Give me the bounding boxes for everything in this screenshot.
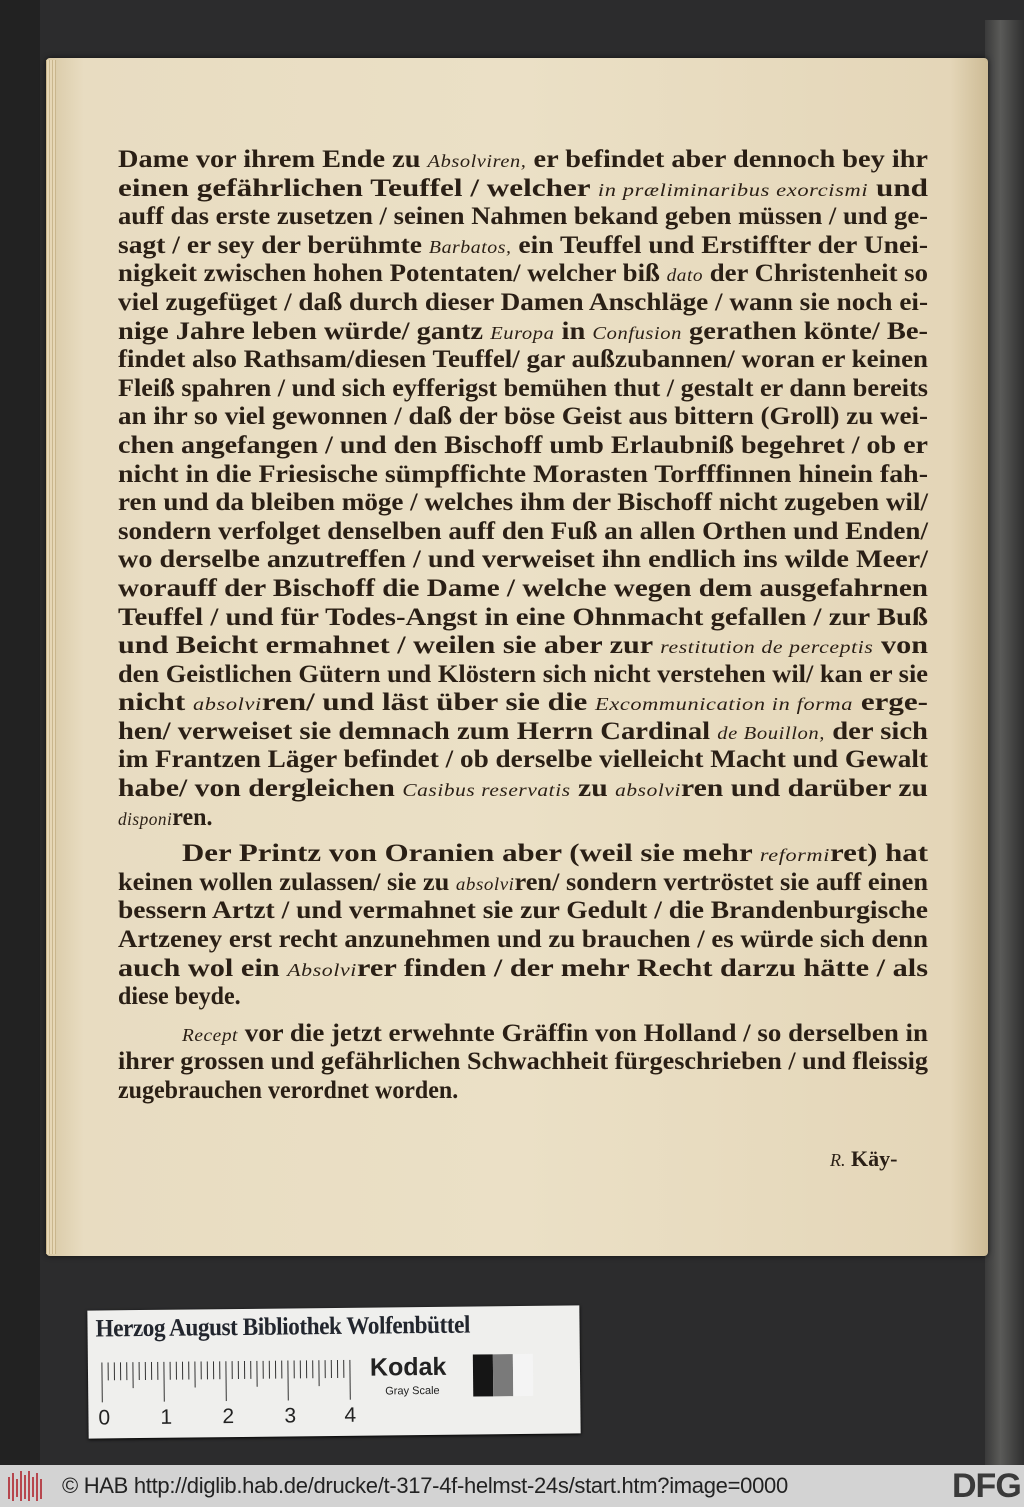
paragraph xyxy=(118,1020,928,1106)
text-line xyxy=(118,926,928,955)
text-line xyxy=(118,983,928,1012)
text-segment: den Geistlichen Gütern und Klöstern sich nicht verstehen wil/ kan er sie xyxy=(118,660,928,688)
text-line-content xyxy=(118,146,928,176)
text-line xyxy=(118,546,928,575)
text-line xyxy=(118,175,928,204)
text-segment: der sich xyxy=(825,717,929,745)
text-line xyxy=(118,804,928,833)
latin-term: Europa xyxy=(490,322,555,343)
text-line xyxy=(118,604,928,633)
latin-term: dato xyxy=(666,265,704,286)
text-segment: sondern verfolget denselben auff den Fuß an allen Orthen und Enden/ xyxy=(118,517,928,545)
source-url-link[interactable]: © HAB http://diglib.hab.de/drucke/t-317-4f-helmst-24s/start.htm?image=0000 xyxy=(62,1473,788,1498)
text-line xyxy=(118,775,928,804)
scan-margin xyxy=(0,0,40,1465)
text-line-content xyxy=(118,869,928,899)
text-segment: auch wol ein xyxy=(118,954,288,982)
ruler-number: 4 xyxy=(344,1403,357,1427)
text-segment: chen angefangen / und den Bischoff umb Erlaubniß begehret / ob er xyxy=(118,431,928,459)
text-segment: in xyxy=(554,317,593,345)
text-line-content xyxy=(118,375,928,404)
library-color-card xyxy=(87,1305,580,1438)
text-segment: ren und da bleiben möge / welches ihm der Bischoff nicht zugeben wil/ xyxy=(118,489,928,517)
text-segment: gerathen könte/ Be- xyxy=(681,317,928,345)
text-line-content xyxy=(118,775,928,805)
text-line xyxy=(118,489,928,518)
text-segment: nicht xyxy=(118,689,193,717)
text-segment: diese beyde. xyxy=(118,983,241,1011)
text-line xyxy=(118,1077,928,1106)
text-line xyxy=(118,689,928,718)
text-line xyxy=(118,318,928,347)
text-segment: hen/ verweiset sie demnach zum Herrn Cardinal xyxy=(118,717,718,745)
text-line-content xyxy=(118,461,928,490)
catchword xyxy=(830,1146,897,1173)
text-segment: der Christenheit so xyxy=(703,260,929,288)
text-line-content xyxy=(118,689,928,719)
text-segment: ein Teuffel und Erstiffter der Unei- xyxy=(511,231,928,259)
text-line-content xyxy=(118,489,928,518)
text-segment: Dame vor ihrem Ende zu xyxy=(118,146,428,173)
text-segment: nigkeit zwischen hohen Potentaten/ welcher biß xyxy=(118,260,667,288)
text-segment: zugebrauchen verordnet worden. xyxy=(118,1077,459,1104)
text-line xyxy=(118,1048,928,1077)
library-name: Herzog August Bibliothek Wolfenbüttel xyxy=(95,1311,471,1343)
latin-term: Confusion xyxy=(592,322,682,343)
text-line-content xyxy=(118,289,928,318)
text-line-content xyxy=(118,1048,928,1077)
next-page-edge xyxy=(985,20,1024,1465)
catchword-signature: R. xyxy=(830,1150,846,1170)
paragraph xyxy=(118,146,928,832)
text-segment: und xyxy=(868,174,928,202)
text-segment: nige Jahre leben würde/ gantz xyxy=(118,317,491,345)
ruler-number: 0 xyxy=(98,1406,111,1430)
text-line-content xyxy=(118,546,928,575)
text-segment: ren. xyxy=(172,803,213,831)
text-line xyxy=(118,232,928,261)
text-line-content xyxy=(118,983,241,1012)
kodak-logo: Kodak xyxy=(369,1352,447,1382)
latin-term: restitution de perceptis xyxy=(660,637,874,658)
text-line xyxy=(118,432,928,461)
text-segment: zu xyxy=(570,775,616,803)
latin-term: Recept xyxy=(182,1024,238,1045)
text-segment: findet also Rathsam/diesen Teuffel/ gar außzubannen/ woran er keinen xyxy=(118,346,928,374)
latin-term: Casibus reservatis xyxy=(402,780,571,801)
text-line xyxy=(118,840,928,869)
text-line-content xyxy=(118,318,928,348)
text-segment: an ihr so viel gewonnen / daß der böse Geist aus bittern (Groll) zu wei- xyxy=(118,403,928,431)
text-segment: ren/ und läst über sie die xyxy=(261,689,596,717)
text-line xyxy=(118,146,928,175)
text-segment: einen gefährlichen Teuffel / welcher xyxy=(118,174,598,202)
text-segment: bessern Artzt / und vermahnet sie zur Gedult / die Brandenburgische xyxy=(118,897,929,925)
text-line xyxy=(118,518,928,547)
page-text xyxy=(118,146,928,1114)
text-segment: sagt / er sey der berühmte xyxy=(118,231,429,259)
text-segment: Artzeney erst recht anzunehmen und zu brauchen / es würde sich denn xyxy=(118,926,928,954)
text-line xyxy=(118,203,928,232)
text-line xyxy=(118,375,928,404)
ruler-number: 1 xyxy=(160,1405,173,1429)
text-segment: keinen wollen zulassen/ sie zu xyxy=(118,868,456,896)
latin-term: Absolvi xyxy=(287,959,357,980)
gray-scale-patches xyxy=(473,1354,533,1397)
text-line-content xyxy=(118,203,928,232)
latin-term: de Bouillon, xyxy=(717,722,826,743)
hab-logo-icon xyxy=(6,1469,46,1503)
latin-term: reformi xyxy=(759,845,830,866)
ruler-number: 2 xyxy=(222,1405,235,1429)
catchword-text: Käy- xyxy=(851,1146,898,1171)
text-line xyxy=(118,289,928,318)
latin-term: absolvi xyxy=(455,873,515,894)
footer-bar xyxy=(0,1465,1024,1507)
text-segment: er befindet aber dennoch bey ihr xyxy=(526,146,928,173)
text-line-content xyxy=(118,718,928,748)
ruler-number: 3 xyxy=(284,1404,297,1428)
ruler-scale xyxy=(100,1360,352,1403)
text-line-content xyxy=(118,632,928,662)
text-segment: Teuffel / und für Todes-Angst in eine Ohnmacht gefallen / zur Buß xyxy=(118,603,928,631)
gray-patch-mid xyxy=(493,1354,513,1396)
text-line xyxy=(118,718,928,747)
text-line-content xyxy=(118,403,928,432)
text-line xyxy=(118,955,928,984)
text-line xyxy=(118,575,928,604)
paragraph xyxy=(118,840,928,1012)
latin-term: Absolviren, xyxy=(427,151,527,171)
text-line-content xyxy=(118,604,928,633)
text-line-content xyxy=(118,1077,458,1106)
text-line-content xyxy=(118,232,928,262)
text-line-content xyxy=(118,575,928,604)
gray-patch-black xyxy=(473,1354,493,1396)
text-line-content xyxy=(118,346,928,375)
text-segment: Der Printz von Oranien aber (weil sie mehr xyxy=(182,840,760,868)
text-line xyxy=(118,869,928,898)
text-line-content xyxy=(118,955,928,985)
text-line-content xyxy=(118,926,928,955)
text-segment: erge- xyxy=(853,689,928,717)
text-segment: von xyxy=(873,632,928,660)
text-line-content xyxy=(118,260,928,290)
text-segment: wo derselbe anzutreffen / und verweiset ihn endlich ins wilde Meer/ xyxy=(118,546,929,574)
text-segment: und Beicht ermahnet / weilen sie aber zur xyxy=(118,632,661,660)
text-segment: auff das erste zusetzen / seinen Nahmen bekand geben müssen / und ge- xyxy=(118,203,929,231)
text-segment: worauff der Bischoff die Dame / welche wegen dem ausgefahrnen xyxy=(118,574,928,602)
latin-term: absolvi xyxy=(615,780,681,801)
text-line xyxy=(118,897,928,926)
text-segment: habe/ von dergleichen xyxy=(118,775,403,803)
latin-term: Excommunication in forma xyxy=(595,694,854,715)
text-line-content xyxy=(182,840,928,870)
text-segment: viel zugefüget / daß durch dieser Damen Anschläge / wann sie noch ei- xyxy=(118,288,928,316)
text-line xyxy=(118,403,928,432)
page-stack-edge xyxy=(46,60,56,1254)
text-line xyxy=(118,346,928,375)
latin-term: in præliminaribus exorcismi xyxy=(597,179,869,200)
text-line xyxy=(118,632,928,661)
text-line-content xyxy=(118,661,928,690)
latin-term: Barbatos, xyxy=(428,236,512,257)
text-line xyxy=(118,1020,928,1049)
text-line-content xyxy=(118,897,928,926)
text-line-content xyxy=(118,175,928,205)
text-line xyxy=(118,746,928,775)
text-segment: Fleiß spahren / und sich eyfferigst bemühen thut / gestalt er dann bereits xyxy=(118,374,928,402)
text-line xyxy=(118,260,928,289)
gray-patch-white xyxy=(513,1354,533,1396)
latin-term: disponi xyxy=(118,808,173,829)
text-line-content xyxy=(118,518,928,547)
text-line xyxy=(118,461,928,490)
text-segment: im Frantzen Läger befindet / ob derselbe vielleicht Macht und Gewalt xyxy=(118,746,928,774)
text-line-content xyxy=(118,746,928,775)
text-line-content xyxy=(118,804,212,834)
text-line-content xyxy=(182,1020,928,1050)
text-segment: ren/ sondern vertröstet sie auff einen xyxy=(514,868,929,896)
text-line xyxy=(118,661,928,690)
dfg-logo: DFG xyxy=(952,1467,1021,1505)
text-segment: ret) hat xyxy=(829,840,928,868)
text-segment: ihrer grossen und gefährlichen Schwachheit fürgeschrieben / und fleissig xyxy=(118,1048,928,1076)
text-segment: nicht in die Friesische sümpffichte Morasten Torfffinnen hinein fah- xyxy=(118,460,928,488)
text-segment: vor die jetzt erwehnte Gräffin von Holland / so derselben in xyxy=(237,1019,929,1047)
text-segment: rer finden / der mehr Recht darzu hätte / als xyxy=(356,954,928,982)
gray-scale-label: Gray Scale xyxy=(385,1384,440,1398)
latin-term: absolvi xyxy=(192,694,262,715)
text-line-content xyxy=(118,432,928,461)
text-segment: ren und darüber zu xyxy=(680,775,928,803)
